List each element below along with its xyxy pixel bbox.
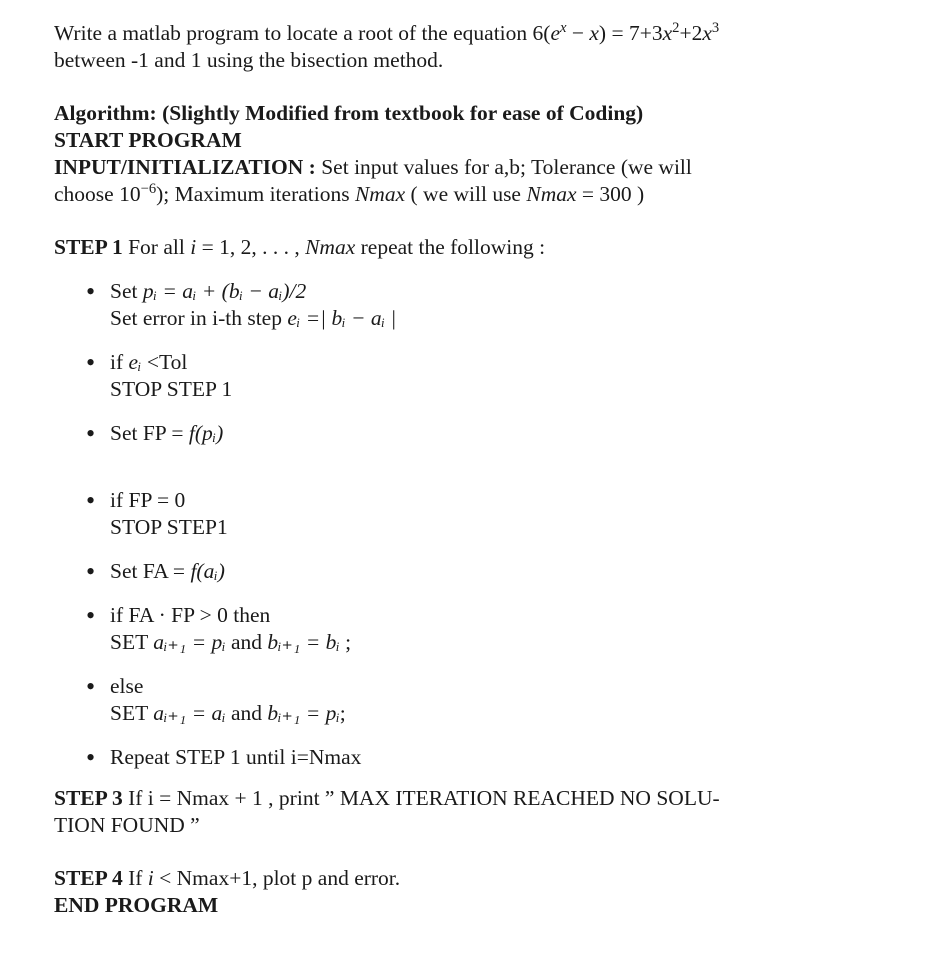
input-we-will-use: ( we will use: [405, 182, 527, 206]
bullet-2-line-1: [110, 349, 854, 376]
intro-rhs-b: +2: [679, 21, 703, 45]
bullet-text: if: [110, 350, 129, 374]
bullet-text: Set FA =: [110, 559, 191, 583]
input-text: Set input values for a,b; Tolerance (we will: [315, 155, 692, 179]
math-x-cubed-base: x: [702, 21, 712, 45]
step-4-label: STEP 4: [54, 866, 123, 890]
math-a-update: aᵢ₊₁ = aᵢ: [153, 701, 226, 725]
bullet-8-line-1: • Repeat STEP 1 until i=Nmax: [110, 745, 362, 769]
bullet-6-line-1: • if FA · FP > 0 then: [110, 603, 271, 627]
document-page: [54, 20, 854, 919]
list-item: [54, 487, 854, 541]
math-b-update: bᵢ₊₁ = bᵢ: [267, 630, 340, 654]
input-initialization-line-1: [54, 154, 854, 181]
list-item: [54, 558, 854, 585]
math-f-ai: f(aᵢ): [190, 559, 225, 583]
bullet-4-line-1: • if FP = 0: [110, 488, 186, 512]
step-1-label: STEP 1: [54, 235, 123, 259]
math-b-update: bᵢ₊₁ = pᵢ: [267, 701, 340, 725]
intro-minus: −: [566, 21, 590, 45]
tolerance-exponent: −6: [140, 180, 157, 197]
bullet-text: <Tol: [141, 350, 188, 374]
math-midpoint: pᵢ = aᵢ + (bᵢ − aᵢ)/2: [142, 279, 307, 303]
bullet-text: Set FP =: [110, 421, 189, 445]
step-3-line-2: TION FOUND ”: [54, 813, 200, 837]
step-3-label: STEP 3: [54, 786, 123, 810]
bullet-2-line-2: STOP STEP 1: [110, 377, 233, 401]
math-power-3: 3: [711, 19, 720, 36]
step-1-bullet-list: [54, 278, 854, 771]
step-4-text: If: [122, 866, 148, 890]
bullet-1-line-1: [110, 278, 854, 305]
math-a-update: aᵢ₊₁ = pᵢ: [153, 630, 226, 654]
list-item: [54, 673, 854, 727]
step-1-repeat: repeat the following :: [355, 235, 546, 259]
bullet-text: and: [225, 701, 268, 725]
end-program: END PROGRAM: [54, 893, 219, 917]
bullet-text: ;: [339, 701, 346, 725]
list-item: [54, 602, 854, 656]
input-initialization-line-2: [54, 181, 854, 208]
bullet-1-line-2: [110, 305, 854, 332]
bullet-text: Set error in i-th step: [110, 306, 288, 330]
nmax-var: Nmax: [354, 182, 406, 206]
bullet-text: SET: [110, 701, 154, 725]
bullet-6-line-2: [110, 629, 854, 656]
input-choose: choose 10: [54, 182, 141, 206]
math-error: eᵢ =| bᵢ − aᵢ |: [287, 306, 397, 330]
math-e: e: [550, 21, 560, 45]
nmax-var: Nmax: [526, 182, 577, 206]
intro-text: Write a matlab program to locate a root of the equation 6(: [54, 21, 551, 45]
list-item: [54, 278, 854, 332]
input-label: INPUT/INITIALIZATION :: [54, 155, 316, 179]
math-i: i: [190, 235, 197, 259]
bullet-text: Set: [110, 279, 143, 303]
list-item: [54, 744, 854, 771]
bullet-5-line-1: [110, 558, 854, 585]
math-ei: eᵢ: [128, 350, 142, 374]
input-nmax-value: = 300 ): [576, 182, 645, 206]
intro-line-2: between -1 and 1 using the bisection method.: [54, 48, 444, 72]
step-1-range: = 1, 2, . . . ,: [196, 235, 306, 259]
bullet-text: and: [225, 630, 268, 654]
step-4-condition: < Nmax+1, plot p and error.: [153, 866, 401, 890]
list-item: [54, 349, 854, 403]
step-1-text: For all: [122, 235, 191, 259]
bullet-7-line-2: [110, 700, 854, 727]
bullet-text: SET: [110, 630, 154, 654]
math-x: x: [589, 21, 599, 45]
nmax-var: Nmax: [305, 235, 356, 259]
math-x-squared-base: x: [662, 21, 673, 45]
intro-line-1: [54, 20, 854, 47]
intro-rhs-a: ) = 7+3: [598, 21, 663, 45]
step-3-line-1: [54, 785, 854, 812]
step-3-text: If i = Nmax + 1 , print ” MAX ITERATION REACHED NO SOLU-: [122, 786, 720, 810]
math-f-pi: f(pᵢ): [188, 421, 224, 445]
list-item: [54, 420, 854, 447]
algorithm-title: Algorithm: (Slightly Modified from textbook for ease of Coding): [54, 101, 644, 125]
math-i: i: [147, 866, 154, 890]
bullet-4-line-2: STOP STEP1: [110, 515, 228, 539]
input-max-iter: ); Maximum iterations: [156, 182, 355, 206]
bullet-text: ;: [339, 630, 352, 654]
step-4-line: [54, 865, 854, 892]
math-power-2: 2: [672, 19, 680, 36]
start-program: START PROGRAM: [54, 128, 242, 152]
math-exponent-x: x: [559, 19, 567, 36]
step-1-line: [54, 234, 854, 261]
bullet-3-line-1: [110, 420, 854, 447]
bullet-7-line-1: • else: [110, 674, 144, 698]
